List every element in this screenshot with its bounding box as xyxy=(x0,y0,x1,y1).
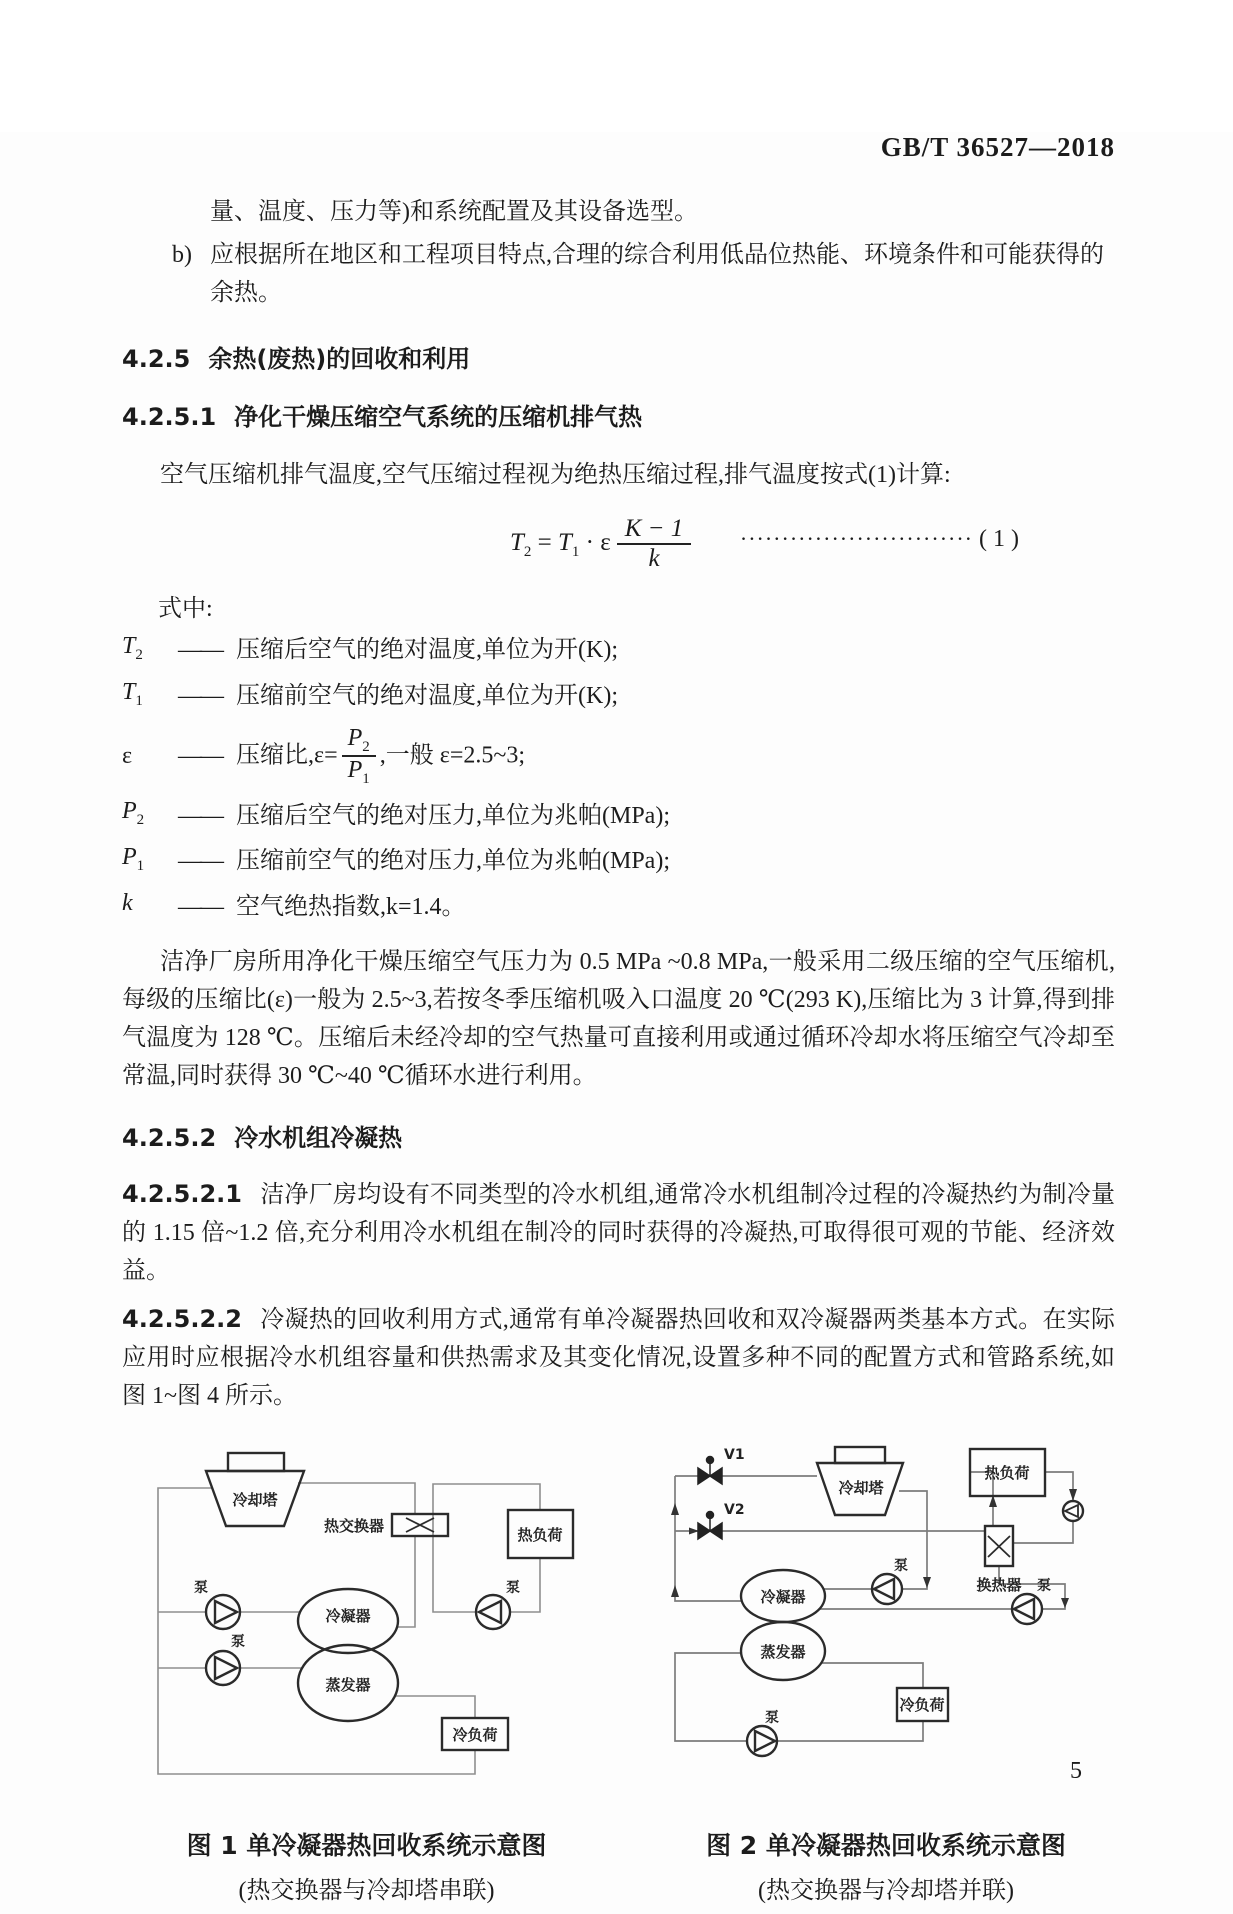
pump-icon xyxy=(755,1731,775,1751)
symbol-row-P1 xyxy=(122,839,1115,885)
symbol-row-k xyxy=(122,885,1115,931)
heading-title: 冷水机组冷凝热 xyxy=(234,1123,403,1152)
list-item-b xyxy=(172,236,1115,312)
pump-chilled-loop xyxy=(206,1633,245,1685)
valve-v2-label: V2 xyxy=(724,1501,745,1518)
pipe-tower-to-pump xyxy=(899,1491,927,1589)
symbol-row-epsilon xyxy=(122,724,1115,790)
symbol-description: 压缩后空气的绝对温度,单位为开(K); xyxy=(236,637,618,664)
equation-number: ( 1 ) xyxy=(979,526,1019,552)
heat-exchanger xyxy=(976,1526,1021,1594)
valve-icon xyxy=(698,1517,722,1539)
heading-4-2-5-1 xyxy=(122,402,1115,432)
symbol-description: 压缩后空气的绝对压力,单位为兆帕(MPa); xyxy=(236,802,670,829)
symbol: ε xyxy=(122,742,133,769)
figure-2-caption: 图 2 单冷凝器热回收系统示意图 xyxy=(706,1830,1066,1860)
pump-label: 泵 xyxy=(1037,1577,1051,1594)
var-T1: T xyxy=(558,528,572,556)
valve-v1-label: V1 xyxy=(724,1446,745,1463)
symbol: $P_1$ xyxy=(122,843,145,874)
clause-number: 4.2.5.2.1 xyxy=(122,1179,242,1208)
heading-title: 余热(废热)的回收和利用 xyxy=(208,345,471,373)
arrow-down-icon xyxy=(923,1577,931,1588)
heading-number: 4.2.5.2 xyxy=(122,1123,217,1152)
list-text: 应根据所在地区和工程项目特点,合理的综合利用低品位热能、环境条件和可能获得的余热。 xyxy=(210,242,1104,306)
evaporator-label: 蒸发器 xyxy=(760,1642,806,1661)
figure-1-diagram xyxy=(128,1431,605,1791)
doc-number: GB/T 36527—2018 xyxy=(880,132,1115,162)
heading-number: 4.2.5 xyxy=(122,345,191,373)
var-T2: T xyxy=(510,528,524,556)
heat-exchanger-cross-icon xyxy=(406,1518,434,1532)
cold-load xyxy=(442,1718,508,1750)
cold-load-label: 冷负荷 xyxy=(899,1695,945,1714)
exponent-fraction xyxy=(617,516,692,573)
figure-2-diagram xyxy=(605,1431,1167,1791)
heat-load xyxy=(508,1510,573,1558)
epsilon-symbol: ε xyxy=(600,528,611,556)
condenser xyxy=(741,1570,825,1622)
equation-1 xyxy=(122,508,1115,584)
symbol-description: 空气绝热指数,k=1.4。 xyxy=(236,894,466,921)
condenser xyxy=(298,1589,398,1653)
figure-2 xyxy=(605,1431,1167,1905)
em-dash: —— xyxy=(178,742,222,769)
pump-chilled-loop xyxy=(747,1709,779,1756)
condenser-label: 冷凝器 xyxy=(325,1606,371,1625)
paragraph-4-2-5-2-1 xyxy=(122,1175,1115,1290)
clause-number: 4.2.5.2.2 xyxy=(122,1304,242,1333)
arrow-up-icon xyxy=(671,1585,679,1597)
pump-condenser-loop xyxy=(872,1557,908,1604)
pump-icon xyxy=(874,1579,894,1599)
em-dash: —— xyxy=(178,802,222,829)
pump-heat-load-loop xyxy=(476,1579,520,1629)
heading-title: 净化干燥压缩空气系统的压缩机排气热 xyxy=(234,403,643,431)
symbol: $T_2$ xyxy=(122,633,143,663)
cooling-tower xyxy=(206,1453,304,1526)
cooling-tower-label: 冷却塔 xyxy=(838,1478,884,1497)
pump-icon xyxy=(1014,1599,1034,1619)
symbol-description: 压缩比,ε= $\frac{P_2}{P_1}$ ,一般 ε=2.5~3; xyxy=(236,724,526,788)
pipe-tower-to-hx-to-condenser xyxy=(298,1483,415,1627)
body-content xyxy=(122,193,1115,1415)
pump-label: 泵 xyxy=(506,1579,520,1596)
heat-exchanger-label: 热交换器 xyxy=(323,1516,384,1535)
cooling-tower-label: 冷却塔 xyxy=(232,1490,278,1509)
pump-label: 泵 xyxy=(194,1579,208,1596)
pump-icon xyxy=(215,1601,237,1623)
clause-text: 洁净厂房均设有不同类型的冷水机组,通常冷水机组制冷过程的冷凝热约为制冷量的 1.15 倍~1.2 倍,充分利用冷水机组在制冷的同时获得的冷凝热,可取得很可观的节能、经济效益。 xyxy=(122,1181,1115,1284)
em-dash: —— xyxy=(178,683,222,710)
arrow-up-icon xyxy=(671,1503,679,1515)
arrow-down-icon xyxy=(1061,1598,1069,1608)
heat-exchanger xyxy=(324,1514,448,1536)
valve-v2 xyxy=(698,1502,745,1539)
heading-number: 4.2.5.1 xyxy=(122,403,217,431)
em-dash: —— xyxy=(178,848,222,875)
equation-expression xyxy=(510,516,691,573)
dot-leader: ···························· xyxy=(739,526,974,551)
cold-load xyxy=(897,1688,948,1721)
document-page xyxy=(0,132,1233,1914)
pump-cooling-loop xyxy=(194,1579,240,1629)
heading-4-2-5-2 xyxy=(122,1123,1115,1153)
paragraph-4-2-5-2-2 xyxy=(122,1300,1115,1415)
condenser-label: 冷凝器 xyxy=(760,1587,806,1606)
pump-icon xyxy=(1065,1505,1078,1517)
em-dash: —— xyxy=(178,894,222,921)
heat-load-label: 热负荷 xyxy=(984,1463,1030,1482)
symbol-description: 压缩前空气的绝对温度,单位为开(K); xyxy=(236,683,618,710)
pipe-evaporator-to-cold-load xyxy=(395,1696,475,1718)
symbol: k xyxy=(122,889,133,916)
arrow-down-icon xyxy=(1069,1489,1077,1501)
figure-1 xyxy=(128,1431,605,1905)
heading-4-2-5 xyxy=(122,344,1115,374)
pipe-chilled-loop xyxy=(675,1653,923,1741)
cold-load-label: 冷负荷 xyxy=(452,1725,498,1744)
pipe-left-and-bottom xyxy=(158,1488,475,1774)
valve-icon xyxy=(698,1462,722,1484)
figure-1-subcaption: (热交换器与冷却塔串联) xyxy=(238,1877,495,1904)
evaporator xyxy=(298,1645,398,1721)
figure-1-caption: 图 1 单冷凝器热回收系统示意图 xyxy=(186,1830,547,1860)
fraction-denominator: k xyxy=(648,545,660,573)
equation-leader xyxy=(740,526,1019,553)
pump-label: 泵 xyxy=(765,1709,779,1726)
var-T2-sub: 2 xyxy=(523,543,532,560)
multiply-dot: · xyxy=(585,528,594,556)
symbol-row-T2 xyxy=(122,628,1115,674)
paragraph-continuation: 量、温度、压力等)和系统配置及其设备选型。 xyxy=(210,199,698,225)
symbol-description: 压缩前空气的绝对压力,单位为兆帕(MPa); xyxy=(236,848,670,875)
heat-exchanger-cross-icon xyxy=(988,1536,1010,1557)
symbol-row-P2 xyxy=(122,793,1115,839)
figure-2-subcaption: (热交换器与冷却塔并联) xyxy=(758,1877,1014,1904)
pump-heat-load-small xyxy=(1063,1501,1083,1521)
pump-label: 泵 xyxy=(894,1557,908,1574)
var-T1-sub: 1 xyxy=(571,543,580,560)
pump-icon xyxy=(215,1657,237,1679)
symbol-row-T1 xyxy=(122,674,1115,720)
heat-exchanger-label: 换热器 xyxy=(976,1575,1022,1594)
valve-v1 xyxy=(698,1447,745,1484)
pressure-ratio-fraction: $\frac{P_2}{P_1}$ xyxy=(342,726,376,788)
figures-row xyxy=(128,1431,1233,1905)
fraction-numerator: K − 1 xyxy=(617,516,692,545)
heat-load-label: 热负荷 xyxy=(517,1525,563,1544)
pump-label: 泵 xyxy=(231,1633,245,1650)
pump-icon xyxy=(479,1601,501,1623)
equals-sign: = xyxy=(537,528,552,556)
clause-text: 冷凝热的回收利用方式,通常有单冷凝器热回收和双冷凝器两类基本方式。在实际应用时应根据冷水机组容量和供热需求及其变化情况,设置多种不同的配置方式和管路系统,如图 1~图 4 所示。 xyxy=(122,1306,1115,1409)
evaporator xyxy=(741,1622,825,1680)
symbol: $T_1$ xyxy=(122,678,143,709)
pipe-heat-load-loop xyxy=(433,1484,540,1612)
where-label: 式中: xyxy=(158,596,213,622)
cooling-tower xyxy=(817,1447,903,1515)
list-marker: b) xyxy=(172,242,192,268)
symbol: $P_2$ xyxy=(122,798,145,828)
page-number: 5 xyxy=(1070,1758,1082,1784)
em-dash: —— xyxy=(178,637,222,664)
paragraph-formula-intro: 空气压缩机排气温度,空气压缩过程视为绝热压缩过程,排气温度按式(1)计算: xyxy=(160,462,951,488)
paragraph-cleanroom: 洁净厂房所用净化干燥压缩空气压力为 0.5 MPa ~0.8 MPa,一般采用二级压缩的空气压缩机,每级的压缩比(ε)一般为 2.5~3,若按冬季压缩机吸入口温度 20 ℃(293 K),压缩比为 3 计算,得到排气温度为 128 ℃。压缩后未经冷却的空气热量可直接利用或通过循环冷却水将压缩空气冷却至常温,同时获得 30 ℃~40 ℃循环水进行利用。 xyxy=(122,948,1115,1089)
evaporator-label: 蒸发器 xyxy=(325,1675,371,1694)
